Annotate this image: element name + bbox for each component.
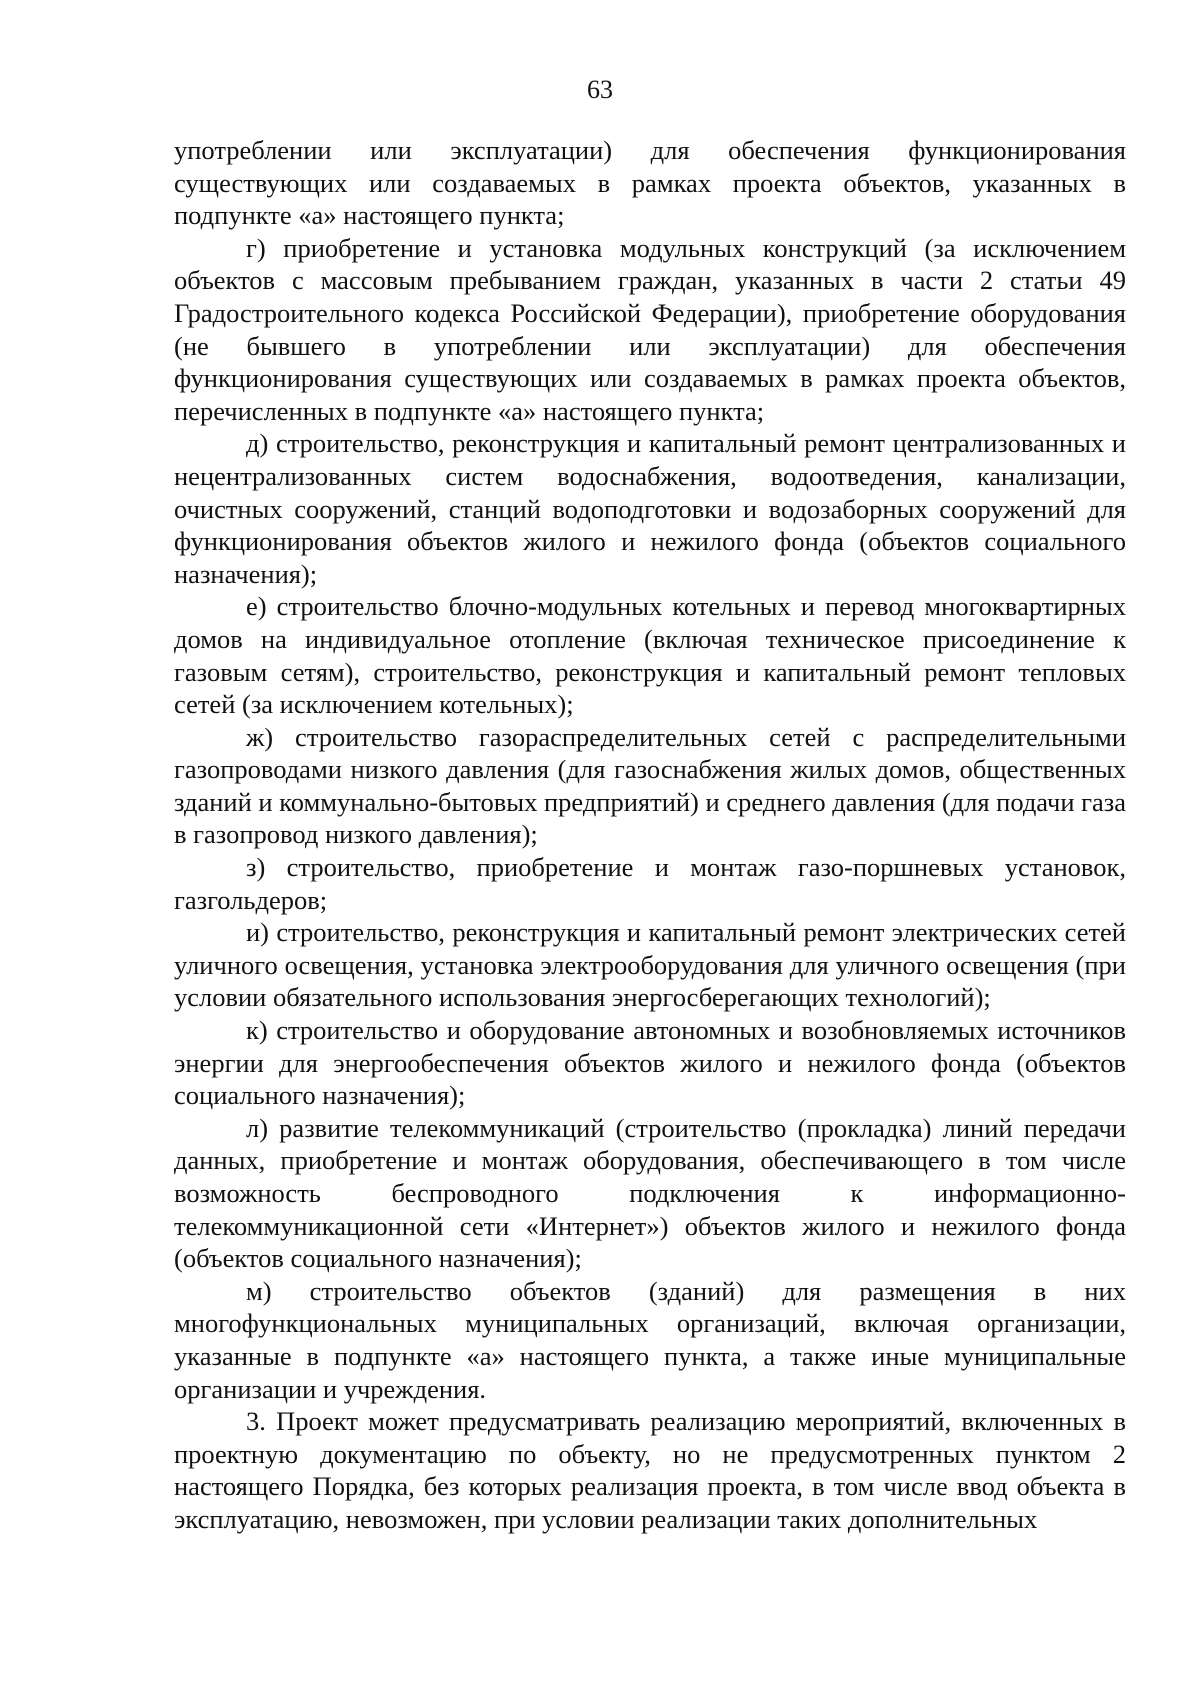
paragraph-item-zh: ж) строительство газораспределительных сетей с распределительными газопроводами низкого давления (для газоснабжения жилых домов, общественных зданий и коммунально-бытовых предприятий) и среднего давления (для подачи газа в газопровод низкого давления); xyxy=(174,721,1127,850)
page-number: 63 xyxy=(587,75,613,104)
paragraph-item-m: м) строительство объектов (зданий) для размещения в них многофункциональных муниципальных организаций, включая организации, указанные в подпункте «а» настоящего пункта, а также иные муниципальные организации и учреждения. xyxy=(174,1275,1126,1404)
paragraph-point-3: 3. Проект может предусматривать реализацию мероприятий, включенных в проектную документацию по объекту, но не предусмотренных пунктом 2 настоящего Порядка, без которых реализация проекта, в том числе ввод объекта в эксплуатацию, невозможен, при условии реализации таких дополнительных xyxy=(174,1406,1126,1534)
paragraph-item-z: з) строительство, приобретение и монтаж газо-поршневых установок, газгольдеров; xyxy=(174,852,1126,915)
paragraph-item-d: д) строительство, реконструкция и капитальный ремонт централизованных и нецентрализованных систем водоснабжения, водоотведения, канализации, очистных сооружений, станций водоподготовки и водозаборных сооружений для функционирования объектов жилого и нежилого фонда (объектов социального назначения); xyxy=(174,428,1126,589)
paragraph-item-e: е) строительство блочно-модульных котельных и перевод многоквартирных домов на индивидуальное отопление (включая техническое присоединение к газовым сетям), строительство, реконструкция и капитальный ремонт тепловых сетей (за исключением котельных); xyxy=(174,591,1126,720)
paragraph-continuation: употреблении или эксплуатации) для обеспечения функционирования существующих или создаваемых в рамках проекта объектов, указанных в подпункте «а» настоящего пункта; xyxy=(174,135,1126,231)
paragraph-item-l: л) развитие телекоммуникаций (строительство (прокладка) линий передачи данных, приобретение и монтаж оборудования, обеспечивающего в том числе возможность беспроводного подключения к информационно-телекоммуникационной сети «Интернет») объектов жилого и нежилого фонда (объектов социального назначения); xyxy=(174,1112,1126,1274)
document-body xyxy=(174,134,1126,1536)
paragraph-item-i: и) строительство, реконструкция и капитальный ремонт электрических сетей уличного освещения, установка электрооборудования для уличного освещения (при условии обязательного использования энергосберегающих технологий); xyxy=(174,917,1126,1013)
paragraph-item-g: г) приобретение и установка модульных конструкций (за исключением объектов с массовым пребыванием граждан, указанных в части 2 статьи 49 Градостроительного кодекса Российской Федерации), приобретение оборудования (не бывшего в употреблении или эксплуатации) для обеспечения функционирования существующих или создаваемых в рамках проекта объектов, перечисленных в подпункте «а» настоящего пункта; xyxy=(174,232,1126,426)
paragraph-item-k: к) строительство и оборудование автономных и возобновляемых источников энергии для энергообеспечения объектов жилого и нежилого фонда (объектов социального назначения); xyxy=(174,1015,1126,1111)
